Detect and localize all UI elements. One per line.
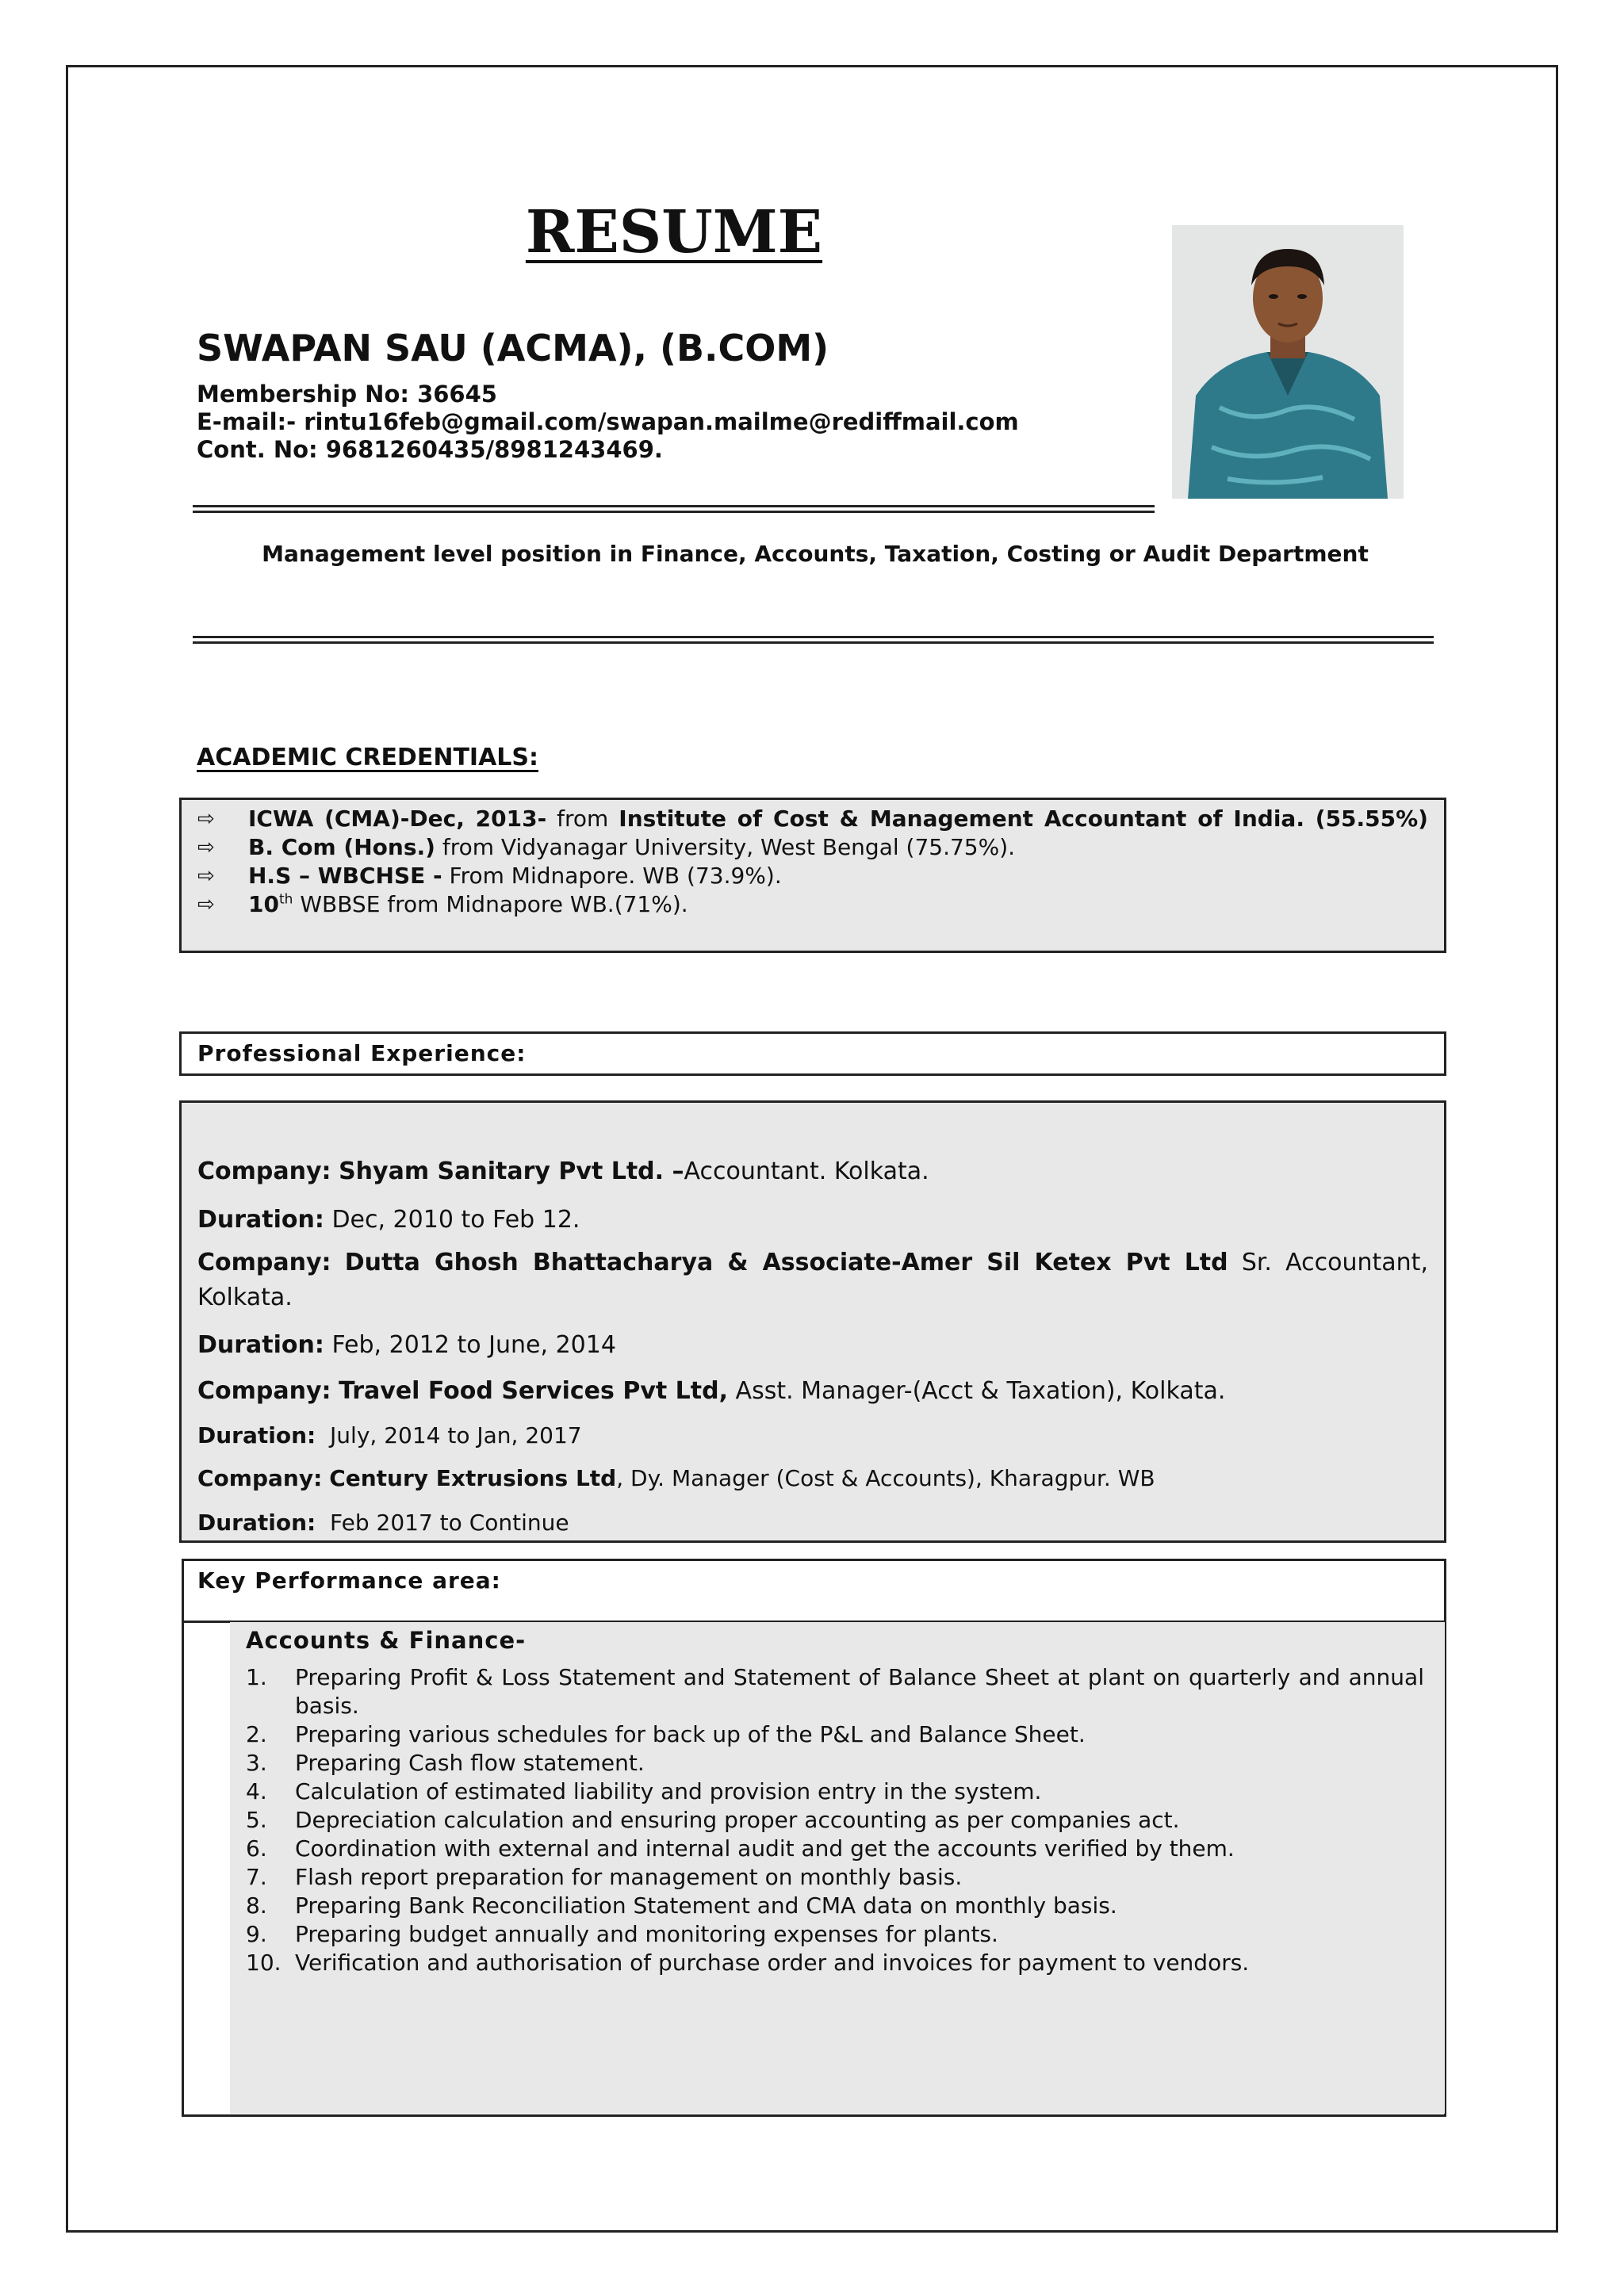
experience-entry — [197, 1328, 1428, 1363]
list-item — [246, 1777, 1424, 1806]
kpa-content — [230, 1622, 1445, 2114]
profile-photo — [1172, 225, 1404, 499]
item-text: Verification and authorisation of purchase order and invoices for payment to vendors. — [295, 1950, 1250, 1976]
list-item — [246, 1806, 1424, 1835]
experience-box — [179, 1100, 1446, 1543]
item-number: 10. — [246, 1950, 282, 1976]
company-name: Travel Food Services Pvt Ltd, — [339, 1377, 728, 1405]
company-name: Shyam Sanitary Pvt Ltd. – — [339, 1158, 684, 1185]
academic-heading: ACADEMIC CREDENTIALS: — [197, 744, 539, 771]
entry-label: Company: — [197, 1465, 323, 1491]
duration-value: Dec, 2010 to Feb 12. — [331, 1206, 580, 1234]
qualification-name: 10 — [248, 891, 279, 917]
header-divider — [193, 505, 1155, 513]
qualification-name: H.S – WBCHSE - — [248, 863, 442, 889]
list-item — [246, 1663, 1424, 1720]
email-address: E-mail:- rintu16feb@gmail.com/swapan.mailme@rediffmail.com — [197, 408, 1019, 435]
experience-heading-box — [179, 1031, 1446, 1076]
item-number: 5. — [246, 1807, 267, 1833]
experience-entry — [197, 1246, 1428, 1315]
contact-number: Cont. No: 9681260435/8981243469. — [197, 436, 663, 463]
item-number: 1. — [246, 1664, 267, 1690]
page-title: RESUME — [525, 198, 823, 266]
list-item — [197, 805, 1428, 833]
superscript: th — [278, 891, 293, 908]
entry-label: Duration: — [197, 1422, 316, 1448]
list-item — [246, 1749, 1424, 1777]
job-role: , Dy. Manager (Cost & Accounts), Kharagpur. WB — [616, 1465, 1155, 1491]
entry-label: Company: — [197, 1249, 331, 1276]
membership-number: Membership No: 36645 — [197, 381, 497, 408]
person-portrait-icon — [1172, 225, 1404, 499]
right-arrow-icon: ⇨ — [197, 836, 215, 859]
qualification-text: from — [546, 806, 619, 832]
experience-entry — [197, 1461, 1428, 1496]
experience-entry — [197, 1374, 1428, 1409]
item-text: Coordination with external and internal audit and get the accounts verified by them. — [295, 1835, 1235, 1862]
entry-label: Company: — [197, 1377, 331, 1405]
experience-entry — [197, 1203, 1428, 1238]
right-arrow-icon: ⇨ — [197, 893, 215, 916]
list-item — [246, 1720, 1424, 1749]
item-text: Depreciation calculation and ensuring proper accounting as per companies act. — [295, 1807, 1180, 1833]
qualification-institute: Institute of Cost & Management Accountant of India. (55.55%) — [619, 806, 1428, 832]
item-text: Preparing budget annually and monitoring expenses for plants. — [295, 1921, 998, 1947]
objective-divider — [193, 636, 1434, 644]
right-arrow-icon: ⇨ — [197, 864, 215, 888]
company-name: Dutta Ghosh Bhattacharya & Associate-Amer Sil Ketex Pvt Ltd — [344, 1249, 1228, 1276]
qualification-text: from Vidyanagar University, West Bengal (75.75%). — [435, 834, 1016, 860]
experience-heading: Professional Experience: — [197, 1040, 527, 1066]
item-text: Preparing Cash flow statement. — [295, 1750, 645, 1776]
qualification-text: WBBSE from Midnapore WB.(71%). — [293, 891, 688, 917]
entry-label: Duration: — [197, 1206, 324, 1234]
list-item — [197, 833, 1428, 862]
entry-label: Company: — [197, 1158, 331, 1185]
job-role: Sr. Accountant, Kolkata. — [197, 1249, 1428, 1311]
job-role: Accountant. Kolkata. — [684, 1158, 929, 1185]
list-item — [197, 862, 1428, 890]
item-text: Preparing Bank Reconciliation Statement and CMA data on monthly basis. — [295, 1892, 1117, 1919]
list-item — [197, 890, 1428, 919]
list-item — [246, 1892, 1424, 1920]
item-text: Preparing Profit & Loss Statement and Statement of Balance Sheet at plant on quarterly and annual basis. — [295, 1664, 1424, 1719]
duration-value: July, 2014 to Jan, 2017 — [330, 1422, 582, 1448]
job-role: Asst. Manager-(Acct & Taxation), Kolkata. — [735, 1377, 1226, 1405]
career-objective: Management level position in Finance, Accounts, Taxation, Costing or Audit Department — [262, 541, 1369, 567]
right-arrow-icon: ⇨ — [197, 807, 215, 831]
item-number: 6. — [246, 1835, 267, 1862]
qualification-name: ICWA (CMA)-Dec, 2013- — [248, 806, 547, 832]
item-text: Flash report preparation for management on monthly basis. — [295, 1864, 963, 1890]
item-text: Preparing various schedules for back up of the P&L and Balance Sheet. — [295, 1721, 1086, 1747]
experience-entry — [197, 1154, 1428, 1189]
item-number: 9. — [246, 1921, 267, 1947]
experience-entry — [197, 1506, 1428, 1540]
item-number: 7. — [246, 1864, 267, 1890]
item-text: Calculation of estimated liability and provision entry in the system. — [295, 1778, 1042, 1804]
item-number: 2. — [246, 1721, 267, 1747]
duration-value: Feb, 2012 to June, 2014 — [331, 1331, 616, 1359]
academic-list — [197, 805, 1428, 919]
duration-value: Feb 2017 to Continue — [330, 1510, 569, 1536]
academic-box — [179, 798, 1446, 953]
item-number: 4. — [246, 1778, 267, 1804]
list-item — [246, 1835, 1424, 1863]
experience-entry — [197, 1418, 1428, 1453]
qualification-text: From Midnapore. WB (73.9%). — [442, 863, 782, 889]
kpa-list — [246, 1663, 1424, 1977]
candidate-name: SWAPAN SAU (ACMA), (B.COM) — [197, 327, 829, 369]
entry-label: Duration: — [197, 1510, 316, 1536]
qualification-name: B. Com (Hons.) — [248, 834, 435, 860]
list-item — [246, 1863, 1424, 1892]
kpa-heading: Key Performance area: — [197, 1567, 501, 1594]
list-item — [246, 1920, 1424, 1949]
list-item — [246, 1949, 1424, 1977]
item-number: 8. — [246, 1892, 267, 1919]
company-name: Century Extrusions Ltd — [329, 1465, 617, 1491]
item-number: 3. — [246, 1750, 267, 1776]
kpa-subheading: Accounts & Finance- — [246, 1627, 527, 1654]
entry-label: Duration: — [197, 1331, 324, 1359]
